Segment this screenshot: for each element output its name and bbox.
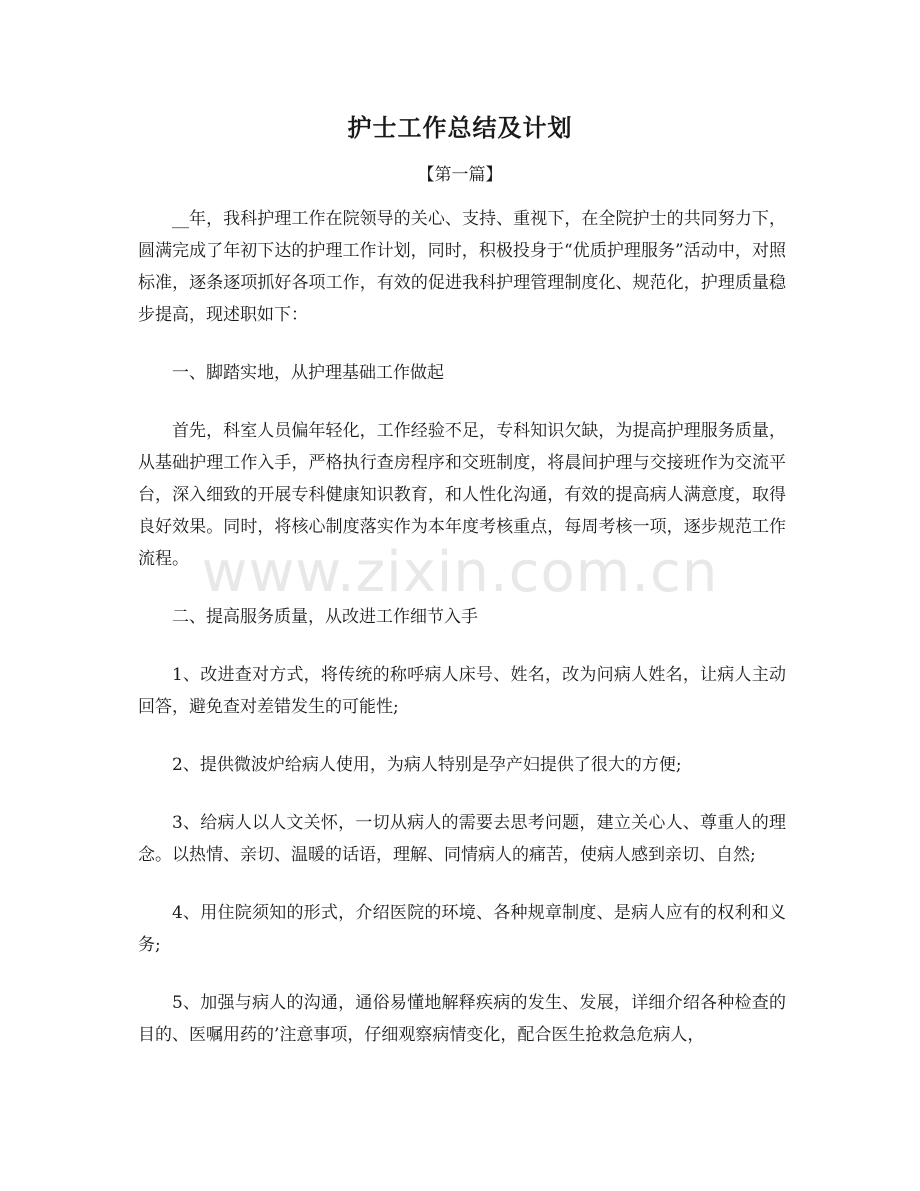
section-heading: 【第一篇】	[417, 165, 503, 185]
paragraph-intro: __年，我科护理工作在院领导的关心、支持、重视下，在全院护士的共同努力下，圆满完成了年初下达的护理工作计划，同时，积极投身于“优质护理服务”活动中，对照标准，逐条逐项抓好各项工作，有效的促进我科护理管理制度化、规范化，护理质量稳步提高，现述职如下：	[138, 209, 786, 325]
document-title: 护士工作总结及计划	[347, 114, 573, 142]
paragraph-basic-work: 首先，科室人员偏年轻化，工作经验不足，专科知识欠缺，为提高护理服务质量，从基础护理工作入手，严格执行查房程序和交班制度，将晨间护理与交接班作为交流平台，深入细致的开展专科健康知识教育，和人性化沟通，有效的提高病人满意度，取得良好效果。同时，将核心制度落实作为本年度考核重点，每周考核一项，逐步规范工作流程。	[138, 421, 786, 569]
paragraph-item-4: 4、用住院须知的形式，介绍医院的环境、各种规章制度、是病人应有的权利和义务;	[138, 903, 786, 955]
paragraph-item-1: 1、改进查对方式，将传统的称呼病人床号、姓名，改为问病人姓名，让病人主动回答，避免查对差错发生的可能性;	[138, 665, 786, 717]
paragraph-item-2: 2、提供微波炉给病人使用，为病人特别是孕产妇提供了很大的方便;	[172, 755, 682, 775]
document-body	[138, 203, 786, 1077]
paragraph-item-5: 5、加强与病人的沟通，通俗易懂地解释疾病的发生、发展，详细介绍各种检查的目的、医嘱用药的’注意事项，仔细观察病情变化，配合医生抢救急危病人，	[138, 993, 786, 1045]
watermark: www.zixin.com.cn	[201, 540, 719, 605]
paragraph-heading-2: 二、提高服务质量，从改进工作细节入手	[172, 607, 478, 627]
paragraph-item-3: 3、给病人以人文关怀，一切从病人的需要去思考问题，建立关心人、尊重人的理念。以热情、亲切、温暖的话语，理解、同情病人的痛苦，使病人感到亲切、自然;	[138, 813, 786, 865]
paragraph-heading-1: 一、脚踏实地，从护理基础工作做起	[172, 363, 444, 383]
